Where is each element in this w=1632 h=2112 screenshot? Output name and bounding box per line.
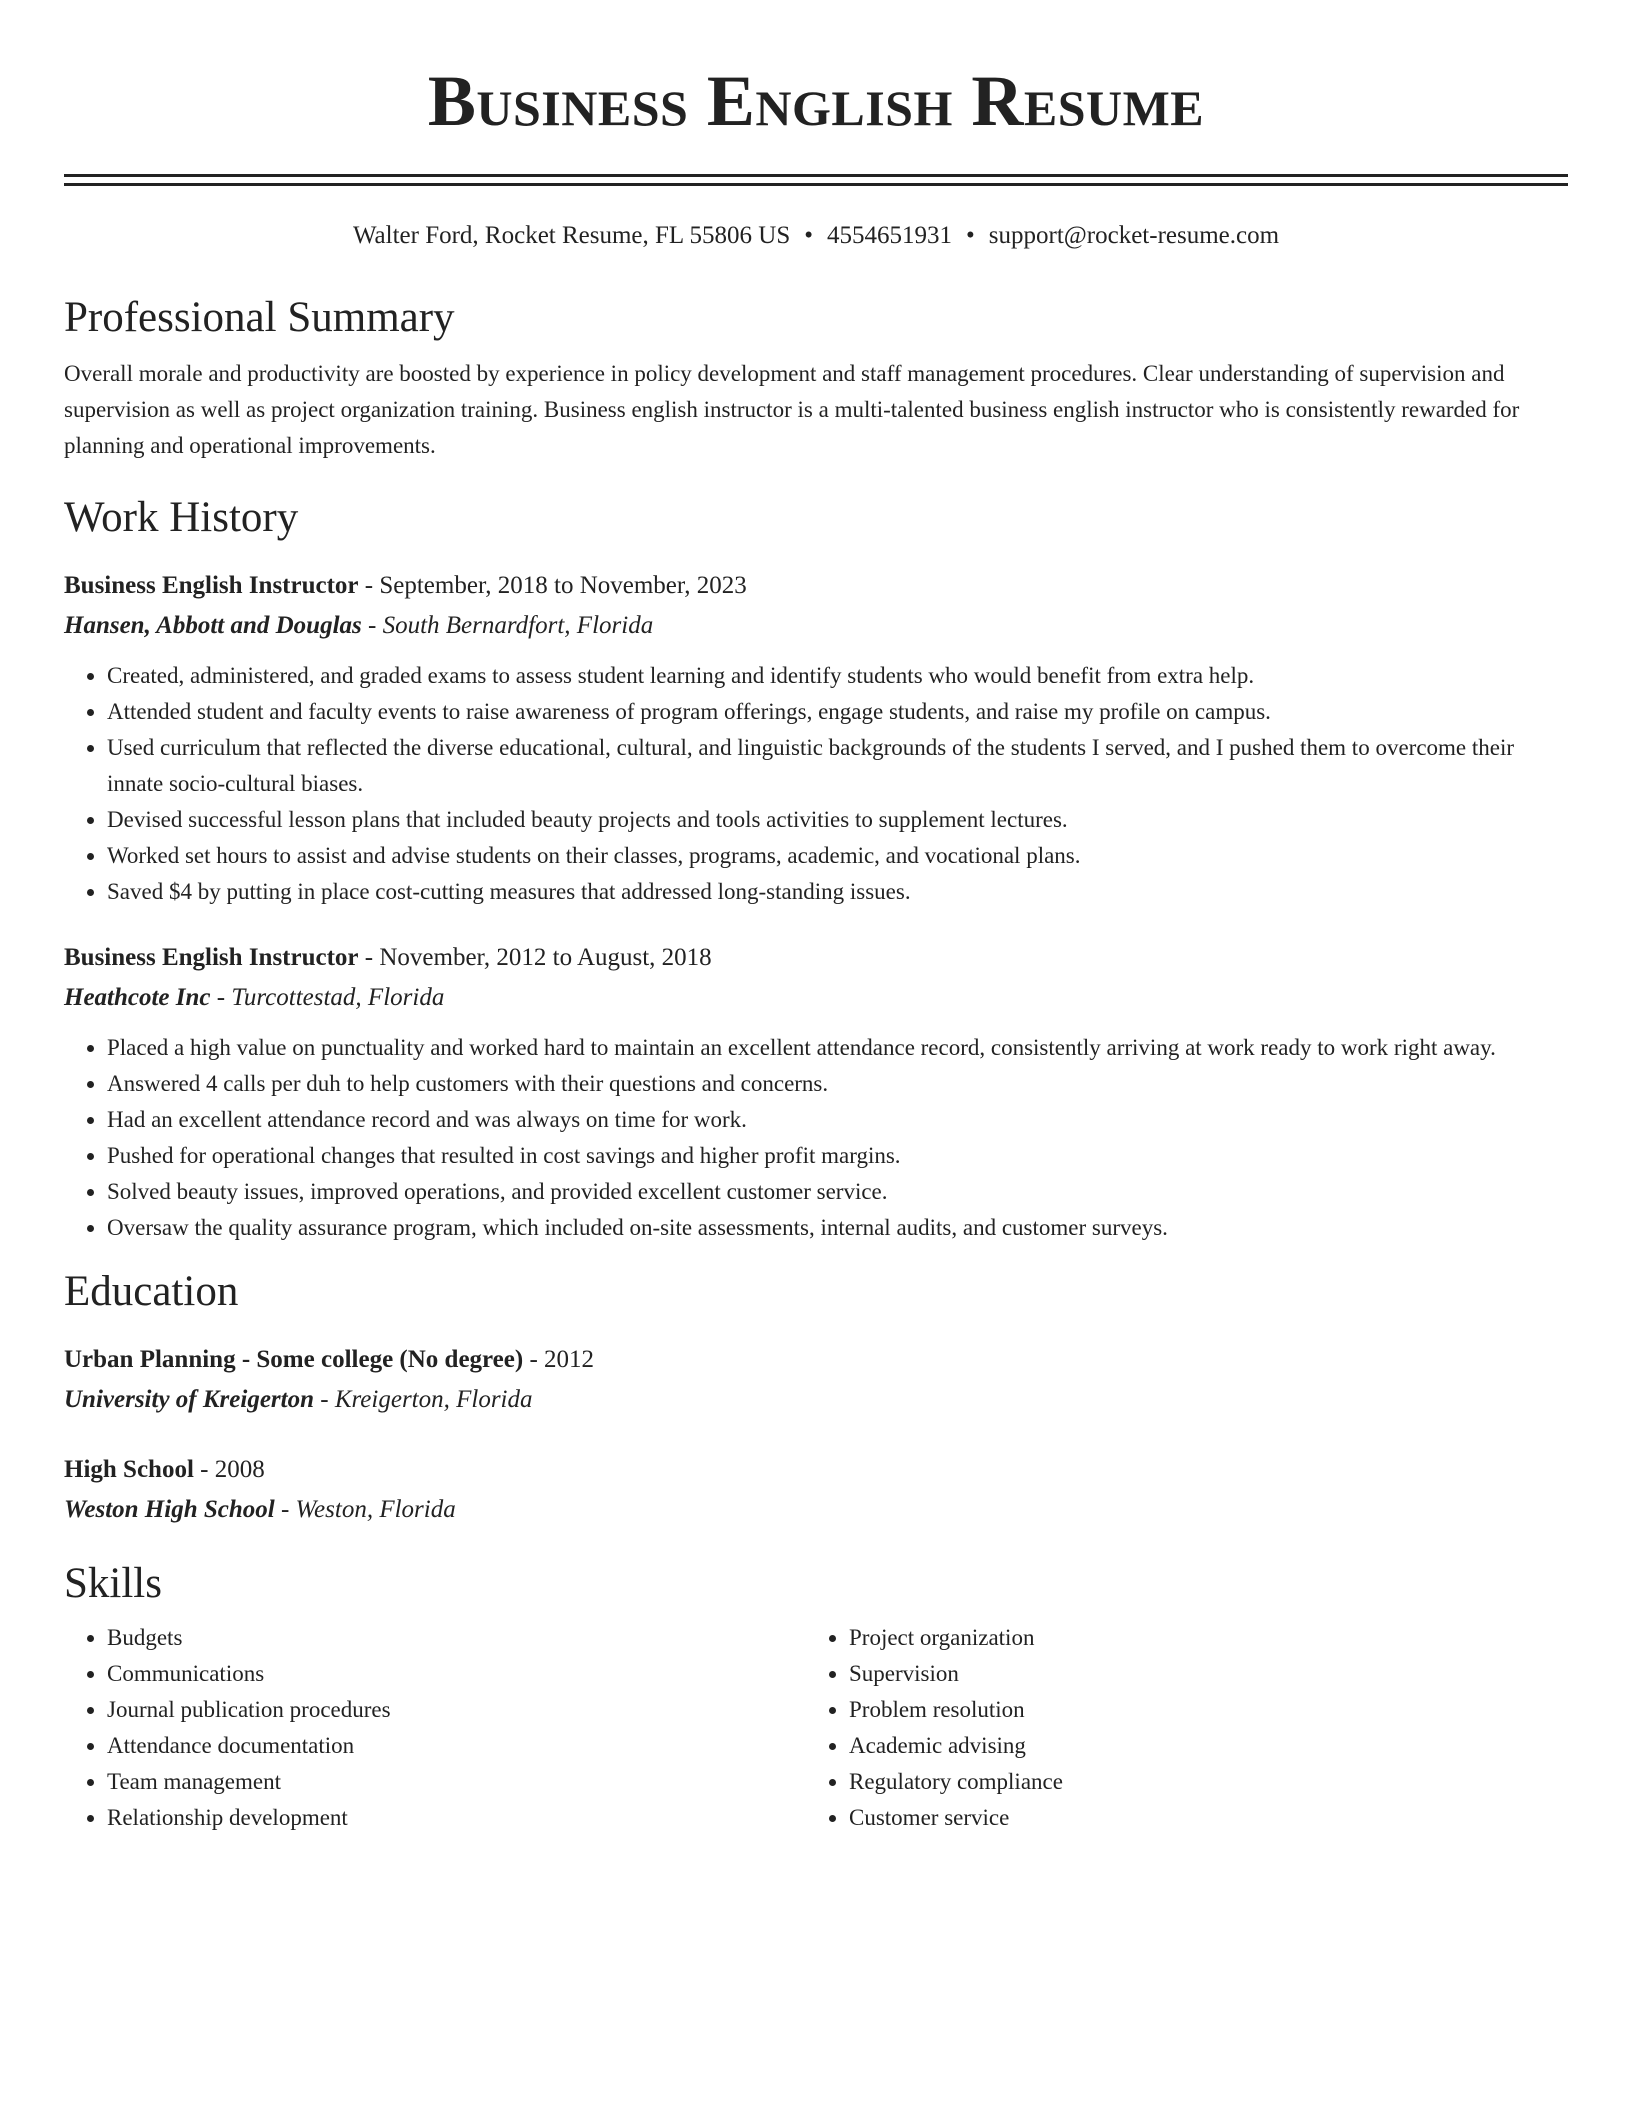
skill-item: • Journal publication procedures (107, 1692, 806, 1728)
skills-heading: Skills (64, 1560, 162, 1607)
education-section (64, 1266, 1568, 1530)
work-history-heading: Work History (64, 494, 299, 541)
contact-separator: • (804, 222, 813, 249)
education-entry (64, 1340, 1568, 1420)
education-degree-line (64, 1340, 1568, 1380)
resume-title: Business English Resume (427, 61, 1205, 141)
education-heading: Education (64, 1268, 239, 1315)
job-bullet: • Placed a high value on punctuality and worked hard to maintain an excellent attendance record, consistently arriving at work ready to work right away. (107, 1030, 1568, 1066)
work-history-section (64, 492, 1568, 1246)
job-bullets (64, 1030, 1568, 1246)
summary-section (64, 292, 1568, 464)
education-entry (64, 1450, 1568, 1530)
education-location: - Weston, Florida (274, 1496, 456, 1523)
education-year: - 2008 (193, 1456, 265, 1483)
education-school: Weston High School (64, 1496, 275, 1523)
job-bullet: • Attended student and faculty events to raise awareness of program offerings, engage students, and raise my profile on campus. (107, 694, 1568, 730)
job-bullet: • Used curriculum that reflected the diverse educational, cultural, and linguistic backgrounds of the students I served, and I pushed them to overcome their innate socio-cultural biases. (107, 730, 1568, 802)
contact-line (64, 220, 1568, 252)
contact-phone: 4554651931 (827, 222, 952, 249)
job-bullet: • Solved beauty issues, improved operations, and provided excellent customer service. (107, 1174, 1568, 1210)
job-location: - South Bernardfort, Florida (361, 612, 654, 639)
job-bullet: • Worked set hours to assist and advise students on their classes, programs, academic, and vocational plans. (107, 838, 1568, 874)
job-dates: - September, 2018 to November, 2023 (358, 572, 747, 599)
skills-columns (64, 1620, 1568, 1836)
education-degree: High School (64, 1456, 194, 1483)
job-entry (64, 938, 1568, 1246)
skills-list-right (806, 1620, 1568, 1836)
education-school-line (64, 1490, 1568, 1530)
job-company: Hansen, Abbott and Douglas (64, 612, 362, 639)
job-entry (64, 566, 1568, 910)
summary-text: Overall morale and productivity are boosted by experience in policy development and staff management procedures. Clear understanding of supervision and supervision as well as project organization training. Business english instructor is a multi-talented business english instructor who is consistently rewarded for planning and operational improvements. (64, 361, 1520, 458)
skill-item: • Supervision (849, 1656, 1568, 1692)
job-bullet: • Devised successful lesson plans that included beauty projects and tools activities to supplement lectures. (107, 802, 1568, 838)
job-title: Business English Instructor (64, 944, 359, 971)
summary-heading: Professional Summary (64, 294, 455, 341)
job-bullet: • Pushed for operational changes that resulted in cost savings and higher profit margins. (107, 1138, 1568, 1174)
education-school: University of Kreigerton (64, 1386, 314, 1413)
skill-item: • Regulatory compliance (849, 1764, 1568, 1800)
skill-item: • Problem resolution (849, 1692, 1568, 1728)
job-location: - Turcottestad, Florida (210, 984, 445, 1011)
job-company-line (64, 978, 1568, 1018)
skills-section (64, 1558, 1568, 1836)
skill-item: • Communications (107, 1656, 806, 1692)
contact-address: Walter Ford, Rocket Resume, FL 55806 US (352, 222, 791, 249)
job-dates: - November, 2012 to August, 2018 (358, 944, 712, 971)
job-bullet: • Had an excellent attendance record and was always on time for work. (107, 1102, 1568, 1138)
education-school-line (64, 1380, 1568, 1420)
education-location: - Kreigerton, Florida (314, 1386, 533, 1413)
skills-list-left (64, 1620, 806, 1836)
contact-separator: • (966, 222, 975, 249)
job-title-line (64, 566, 1568, 606)
job-title: Business English Instructor (64, 572, 359, 599)
contact-email: support@rocket-resume.com (988, 222, 1280, 249)
job-bullet: • Created, administered, and graded exams to assess student learning and identify students who would benefit from extra help. (107, 658, 1568, 694)
job-bullet: • Answered 4 calls per duh to help customers with their questions and concerns. (107, 1066, 1568, 1102)
skill-item: • Budgets (107, 1620, 806, 1656)
job-bullet: • Saved $4 by putting in place cost-cutting measures that addressed long-standing issues. (107, 874, 1568, 910)
skill-item: • Project organization (849, 1620, 1568, 1656)
education-degree: Urban Planning - Some college (No degree) (64, 1346, 524, 1373)
job-bullets (64, 658, 1568, 910)
skill-item: • Team management (107, 1764, 806, 1800)
skill-item: • Customer service (849, 1800, 1568, 1836)
job-company-line (64, 606, 1568, 646)
job-title-line (64, 938, 1568, 978)
title-rule-bottom (64, 183, 1568, 186)
title-rule-top (64, 174, 1568, 177)
job-company: Heathcote Inc (64, 984, 211, 1011)
education-degree-line (64, 1450, 1568, 1490)
education-year: - 2012 (523, 1346, 595, 1373)
job-bullet: • Oversaw the quality assurance program, which included on-site assessments, internal audits, and customer surveys. (107, 1210, 1568, 1246)
skill-item: • Academic advising (849, 1728, 1568, 1764)
skill-item: • Attendance documentation (107, 1728, 806, 1764)
skill-item: • Relationship development (107, 1800, 806, 1836)
